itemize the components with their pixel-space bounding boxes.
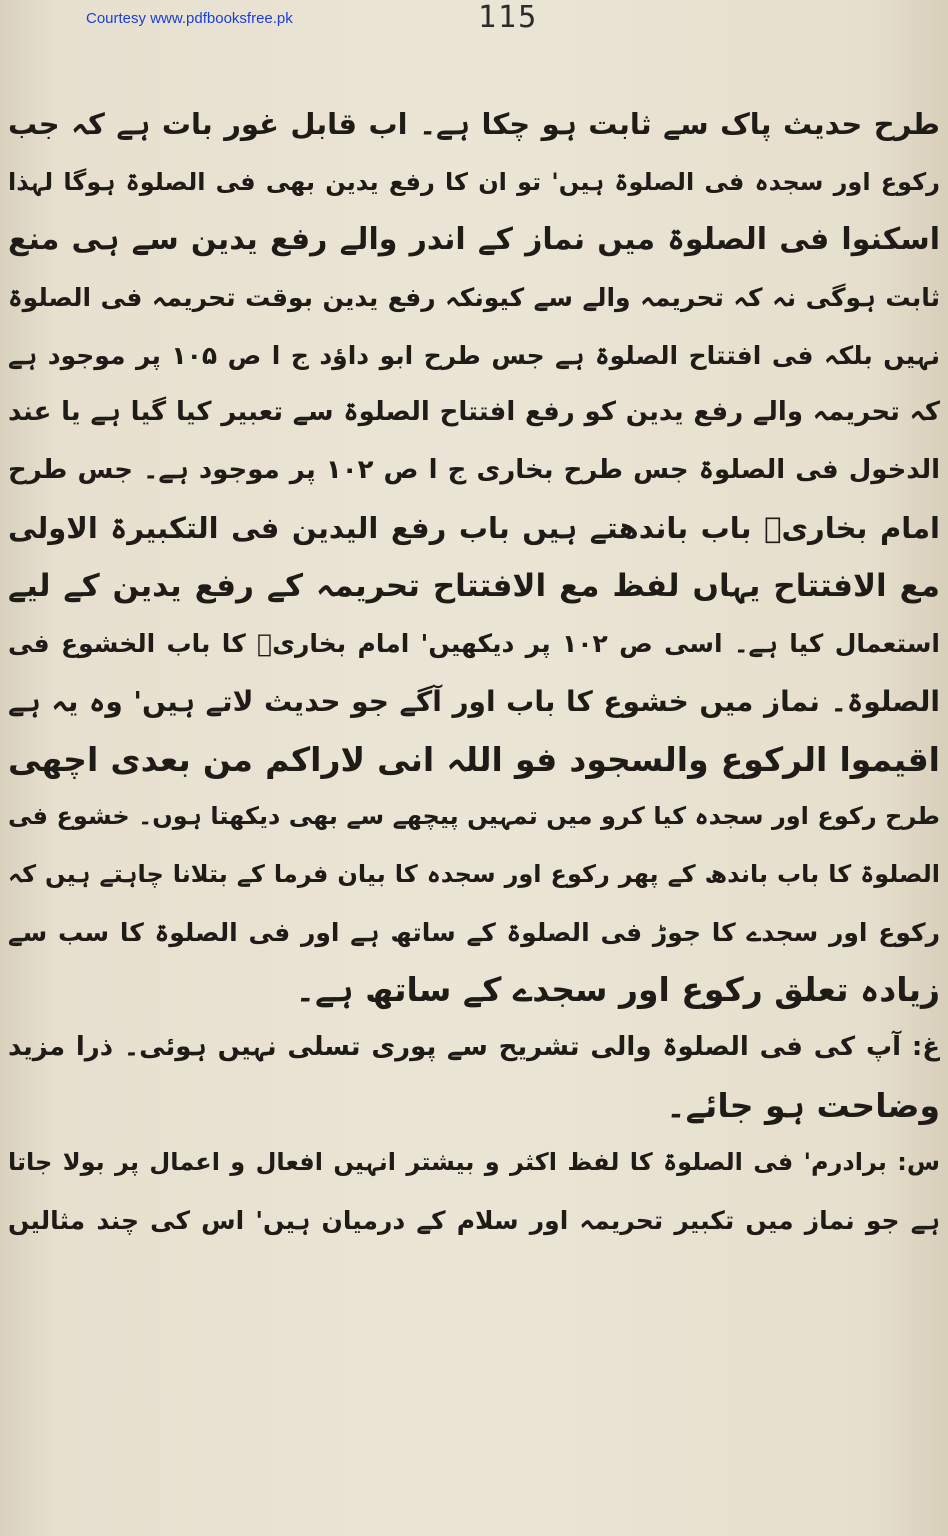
text-line-8: امام بخاریؒ باب باندھتے ہیں باب رفع الیدین فی التکبیرۃ الاولی: [8, 510, 940, 545]
text-line-15: رکوع اور سجدے کا جوڑ فی الصلوۃ کے ساتھ ہے اور فی الصلوۃ کا سب سے: [8, 917, 940, 947]
text-line-10: استعمال کیا ہے۔ اسی ص ۱۰۲ پر دیکھیں' امام بخاریؒ کا باب الخشوع فی: [8, 629, 940, 659]
text-line-7: الدخول فی الصلوۃ جس طرح بخاری ج ا ص ۱۰۲ پر موجود ہے۔ جس طرح: [8, 455, 940, 486]
text-line-6: کہ تحریمہ والے رفع یدین کو رفع افتتاح الصلوۃ سے تعبیر کیا گیا ہے یا عند: [8, 397, 940, 428]
text-line-1: طرح حدیث پاک سے ثابت ہو چکا ہے۔ اب قابل غور بات ہے کہ جب: [8, 107, 940, 141]
text-line-5: نہیں بلکہ فی افتتاح الصلوۃ ہے جس طرح ابو داؤد ج ا ص ۱۰۵ پر موجود ہے: [8, 340, 940, 370]
courtesy-watermark: Courtesy www.pdfbooksfree.pk: [86, 10, 293, 27]
page-number: 115: [478, 0, 539, 35]
text-line-17: غ: آپ کی فی الصلوۃ والی تشریح سے پوری تسلی نہیں ہوئی۔ ذرا مزید: [8, 1032, 940, 1062]
text-line-2: رکوع اور سجدہ فی الصلوۃ ہیں' تو ان کا رفع یدین بھی فی الصلوۃ ہوگا لہذا: [8, 167, 940, 196]
text-line-20: ہے جو نماز میں تکبیر تحریمہ اور سلام کے درمیان ہیں' اس کی چند مثالیں: [8, 1206, 940, 1236]
text-line-9: مع الافتتاح یہاں لفظ مع الافتتاح تحریمہ کے رفع یدین کے لیے: [8, 567, 940, 604]
text-line-4: ثابت ہوگی نہ کہ تحریمہ والے سے کیونکہ رفع یدین بوقت تحریمہ فی الصلوۃ: [8, 283, 940, 313]
text-line-18: وضاحت ہو جائے۔: [666, 1085, 940, 1125]
text-line-14: الصلوۃ کا باب باندھ کے پھر رکوع اور سجدہ کا بیان فرما کے بتلانا چاہتے ہیں کہ: [8, 859, 940, 888]
text-line-13: طرح رکوع اور سجدہ کیا کرو میں تمہیں پیچھے سے بھی دیکھتا ہوں۔ خشوع فی: [8, 802, 940, 831]
urdu-body-text: [8, 96, 940, 1250]
text-line-16: زیادہ تعلق رکوع اور سجدے کے ساتھ ہے۔: [295, 970, 940, 1010]
text-line-12: اقیموا الرکوع والسجود فو اللہ انی لاراکم من بعدی اچھی: [8, 739, 940, 779]
text-line-19: س: برادرم' فی الصلوۃ کا لفظ اکثر و بیشتر انہیں افعال و اعمال پر بولا جاتا: [8, 1148, 940, 1177]
text-line-11: الصلوۃ۔ نماز میں خشوع کا باب اور آگے جو حدیث لاتے ہیں' وہ یہ ہے: [8, 684, 940, 718]
text-line-3: اسکنوا فی الصلوۃ میں نماز کے اندر والے رفع یدین سے ہی منع: [8, 222, 940, 258]
